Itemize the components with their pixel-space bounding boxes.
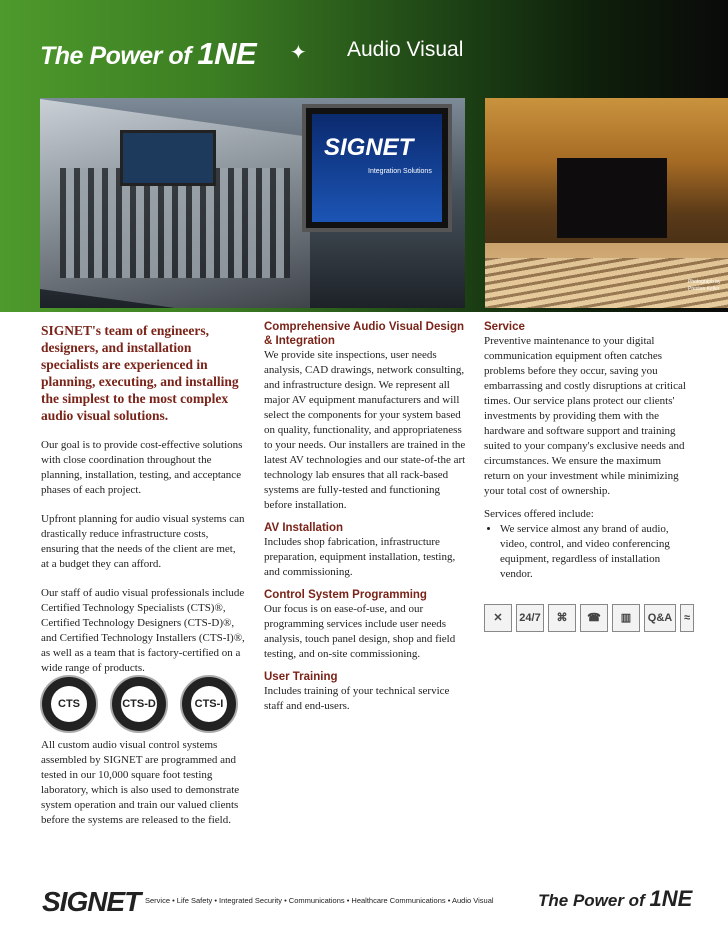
phone-icon: ☎ bbox=[580, 604, 608, 632]
service-column bbox=[484, 320, 689, 582]
qa-icon: Q&A bbox=[644, 604, 676, 632]
monitor-brand: SIGNET bbox=[324, 134, 414, 161]
installation-body: Includes shop fabrication, infrastructure preparation, equipment installation, testing, and commissioning. bbox=[264, 536, 456, 578]
service-heading: Service bbox=[484, 321, 525, 333]
cts-i-badge: CTS-I bbox=[180, 675, 238, 733]
cts-badge: CTS bbox=[40, 675, 98, 733]
footer-power-logo: The Power of 1NE bbox=[538, 886, 693, 911]
service-icons bbox=[484, 604, 694, 634]
section-title: Audio Visual bbox=[347, 38, 464, 61]
cable-icon: ≈ bbox=[680, 604, 694, 632]
cts-d-badge: CTS-D bbox=[110, 675, 168, 733]
list-item: • We service almost any brand of audio, video, control, and video conferencing equipment, regardless of installation vendor. bbox=[500, 522, 689, 582]
24-7-icon: 24/7 bbox=[516, 604, 544, 632]
signet-logo: SIGNET bbox=[42, 886, 141, 917]
services-offered: Services offered include: bbox=[484, 508, 594, 520]
footer bbox=[0, 868, 728, 943]
design-heading: Comprehensive Audio Visual Design & Integration bbox=[264, 321, 465, 347]
control-body: Our focus is on ease-of-use, and our programming services include user needs analysis, touch panel design, shop and field testing, and on-site commissioning. bbox=[264, 603, 456, 660]
photo-credit: Photograph by Preston Keller bbox=[688, 279, 721, 292]
intro-goal: Our goal is to provide cost-effective solutions with close coordination throughout the planning, installation, testing, and acceptance phases of each project. bbox=[41, 439, 243, 496]
training-heading: User Training bbox=[264, 671, 338, 683]
monitor-subtitle: Integration Solutions bbox=[368, 168, 432, 175]
footer-tagline: Service • Life Safety • Integrated Security • Communications • Healthcare Communications • Audio Visual bbox=[145, 896, 494, 905]
power-of-one-logo: The Power of 1NE bbox=[40, 36, 257, 71]
training-body: Includes training of your technical service staff and end-users. bbox=[264, 685, 450, 712]
header-banner bbox=[0, 0, 728, 312]
intro-staff: Our staff of audio visual professionals include Certified Technology Specialists (CTS)®, Certified Technology Designers (CTS-D)®, and Certified Technology Installers (CTS-I)®, as well as a team that is factory-certified on a wide range of products. bbox=[41, 587, 245, 674]
intro-planning: Upfront planning for audio visual systems can drastically reduce infrastructure costs, ensuring that the needs of the client are met, at a budget they can afford. bbox=[41, 513, 245, 570]
installation-heading: AV Installation bbox=[264, 522, 344, 534]
services-column bbox=[264, 320, 469, 722]
intro-lab-column bbox=[41, 738, 246, 842]
stage-curtain bbox=[557, 158, 667, 238]
certification-badges bbox=[40, 675, 246, 737]
av-equipment-photo bbox=[40, 98, 465, 308]
control-heading: Control System Programming bbox=[264, 589, 427, 601]
tools-icon: ✕ bbox=[484, 604, 512, 632]
intro-lab: All custom audio visual control systems assembled by SIGNET are programmed and tested in our 10,000 square foot testing laboratory, which is also used to demonstrate system operation and train our valued clients before the systems are released to the field. bbox=[41, 739, 240, 826]
service-body: Preventive maintenance to your digital communication equipment often catches problems before they occur, saving you embarrassing and costly disruptions at critical times. Our service plans protect our clients' investments by providing them with the hardware and software support and training suited to your company's exclusive needs and circumstances. We ensure the maximum return on your investment while minimizing your total cost of ownership. bbox=[484, 335, 686, 497]
sparkle-icon: ✦ bbox=[290, 42, 307, 64]
chart-icon: ▥ bbox=[612, 604, 640, 632]
auditorium-photo bbox=[485, 98, 728, 308]
monitor bbox=[302, 104, 452, 232]
design-body: We provide site inspections, user needs analysis, CAD drawings, network consulting, and infrastructure design. We represent all major AV equipment manufacturers and will select the components for your system based on quality, functionality, and appropriateness to your needs. Our installers are trained in the latest AV technologies and our state-of-the art technology lab ensures that all rack-based systems are fully-tested and functioning before installation. bbox=[264, 349, 466, 511]
network-icon: ⌘ bbox=[548, 604, 576, 632]
intro-lead: SIGNET's team of engineers, designers, and installation specialists are experienced in planning, executing, and installing the simplest to the most complex audio visual solutions. bbox=[41, 323, 239, 423]
console-screen bbox=[120, 130, 216, 186]
intro-column bbox=[41, 322, 246, 690]
services-list bbox=[484, 522, 689, 582]
